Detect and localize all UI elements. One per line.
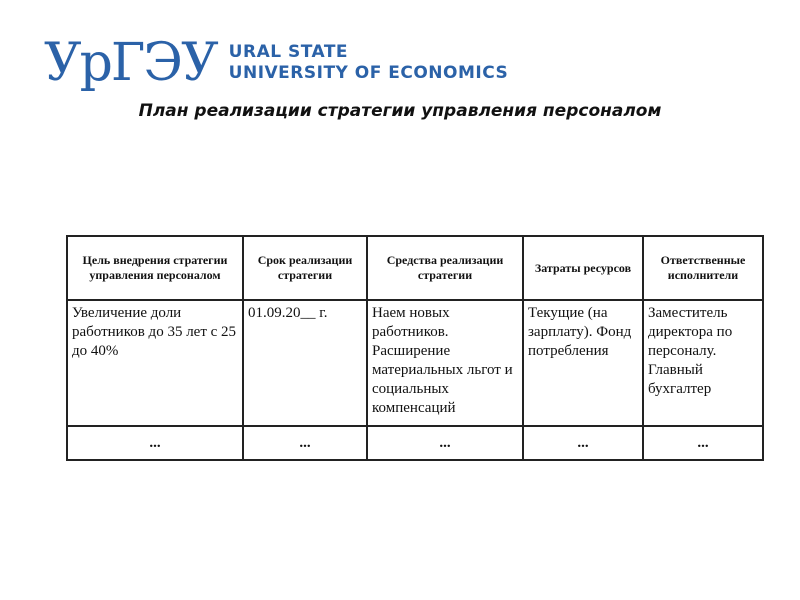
logo-mark: УрГЭУ	[44, 33, 217, 93]
table-row	[67, 426, 763, 460]
logo-text	[229, 42, 509, 84]
cell-means: Наем новых работников. Расширение материальных льгот и социальных компенсаций	[367, 300, 523, 426]
cell-ellipsis: ...	[643, 426, 763, 460]
slide-title: План реализации стратегии управления персоналом	[138, 101, 662, 121]
strategy-plan-table	[66, 235, 746, 461]
university-logo	[44, 30, 508, 96]
table-row	[67, 300, 763, 426]
logo-line-2: UNIVERSITY OF ECONOMICS	[228, 63, 509, 83]
cell-costs: Текущие (на зарплату). Фонд потребления	[523, 300, 643, 426]
cell-ellipsis: ...	[523, 426, 643, 460]
cell-responsible: Заместитель директора по персоналу. Главный бухгалтер	[643, 300, 763, 426]
cell-ellipsis: ...	[67, 426, 243, 460]
header-means: Средства реализации стратегии	[367, 236, 523, 300]
header-responsible: Ответственные исполнители	[643, 236, 763, 300]
cell-ellipsis: ...	[367, 426, 523, 460]
cell-ellipsis: ...	[243, 426, 367, 460]
header-goal: Цель внедрения стратегии управления персоналом	[67, 236, 243, 300]
table-header-row	[67, 236, 763, 300]
cell-deadline: 01.09.20__ г.	[243, 300, 367, 426]
header-deadline: Срок реализации стратегии	[243, 236, 367, 300]
header-costs: Затраты ресурсов	[523, 236, 643, 300]
cell-goal: Увеличение доли работников до 35 лет с 25 до 40%	[67, 300, 243, 426]
logo-line-1: URAL STATE	[228, 42, 349, 62]
